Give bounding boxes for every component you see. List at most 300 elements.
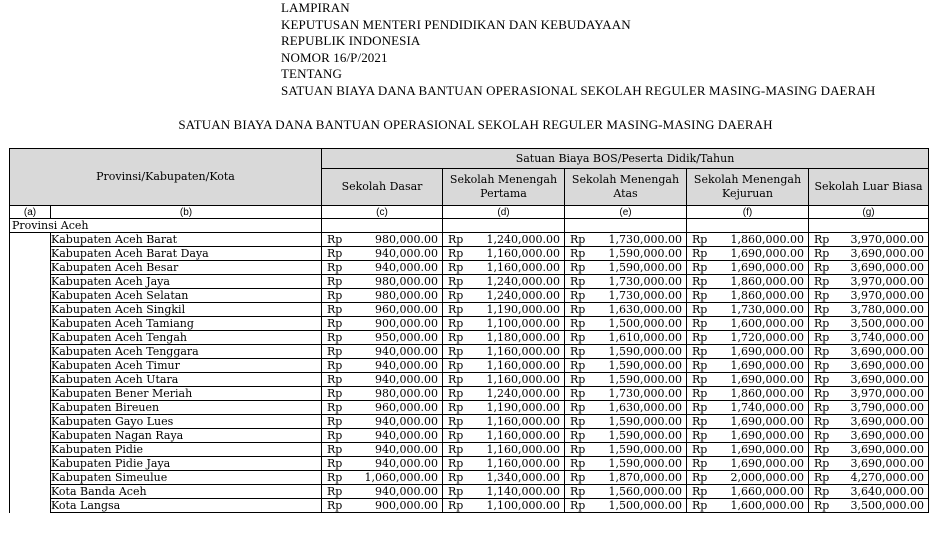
currency-label: Rp	[448, 456, 464, 470]
cost-value: 1,590,000.00	[608, 372, 682, 386]
currency-label: Rp	[448, 232, 464, 246]
row-index-cell	[10, 443, 51, 457]
cost-cell	[687, 443, 809, 457]
currency-label: Rp	[448, 260, 464, 274]
cost-cell	[809, 261, 929, 275]
header-line: TENTANG	[281, 66, 343, 82]
cost-cell	[809, 247, 929, 261]
cost-cell	[322, 247, 443, 261]
cost-cell	[443, 471, 565, 485]
cost-value: 900,000.00	[375, 498, 438, 512]
row-index-cell	[10, 485, 51, 499]
column-header-slb: Sekolah Luar Biasa	[809, 169, 929, 206]
cost-cell	[687, 233, 809, 247]
currency-label: Rp	[814, 302, 830, 316]
cost-value: 1,630,000.00	[608, 302, 682, 316]
cost-value: 1,160,000.00	[486, 358, 560, 372]
cost-value: 1,060,000.00	[364, 470, 438, 484]
region-name: Kabupaten Aceh Barat Daya	[51, 247, 322, 261]
row-index-cell	[10, 331, 51, 345]
currency-label: Rp	[570, 246, 586, 260]
cost-cell	[565, 345, 687, 359]
currency-label: Rp	[448, 246, 464, 260]
currency-label: Rp	[448, 372, 464, 386]
currency-label: Rp	[570, 288, 586, 302]
cost-value: 940,000.00	[375, 442, 438, 456]
cost-cell	[565, 443, 687, 457]
cost-cell	[687, 345, 809, 359]
currency-label: Rp	[327, 260, 343, 274]
cost-cell	[809, 387, 929, 401]
cost-value: 1,240,000.00	[486, 232, 560, 246]
table-row	[10, 401, 929, 415]
cost-cell	[443, 275, 565, 289]
currency-label: Rp	[814, 288, 830, 302]
currency-label: Rp	[448, 400, 464, 414]
cost-value: 1,160,000.00	[486, 260, 560, 274]
cost-cell	[565, 485, 687, 499]
currency-label: Rp	[327, 414, 343, 428]
cost-cell	[687, 373, 809, 387]
cost-cell	[687, 303, 809, 317]
cost-value: 1,590,000.00	[608, 358, 682, 372]
currency-label: Rp	[448, 442, 464, 456]
cost-value: 3,690,000.00	[850, 358, 924, 372]
table-row	[10, 331, 929, 345]
row-index-cell	[10, 499, 51, 513]
currency-label: Rp	[570, 498, 586, 512]
row-index-cell	[10, 261, 51, 275]
currency-label: Rp	[570, 344, 586, 358]
cost-value: 1,340,000.00	[486, 470, 560, 484]
cost-value: 940,000.00	[375, 484, 438, 498]
cost-cell	[322, 317, 443, 331]
currency-label: Rp	[814, 470, 830, 484]
currency-label: Rp	[692, 260, 708, 274]
currency-label: Rp	[570, 302, 586, 316]
province-name: Provinsi Aceh	[10, 219, 322, 233]
cost-value: 1,630,000.00	[608, 400, 682, 414]
currency-label: Rp	[570, 484, 586, 498]
cost-cell	[809, 485, 929, 499]
cost-cell	[565, 457, 687, 471]
cost-cell	[443, 429, 565, 443]
currency-label: Rp	[692, 470, 708, 484]
cost-cell	[443, 359, 565, 373]
cost-cell	[443, 387, 565, 401]
currency-label: Rp	[570, 386, 586, 400]
cost-cell	[687, 317, 809, 331]
cost-cell	[322, 485, 443, 499]
row-index-cell	[10, 289, 51, 303]
region-name: Kabupaten Aceh Timur	[51, 359, 322, 373]
cost-value: 940,000.00	[375, 456, 438, 470]
cost-cell	[565, 331, 687, 345]
region-name: Kota Banda Aceh	[51, 485, 322, 499]
table-row	[10, 317, 929, 331]
cost-value: 1,730,000.00	[608, 288, 682, 302]
currency-label: Rp	[448, 414, 464, 428]
cost-cell	[687, 289, 809, 303]
currency-label: Rp	[327, 316, 343, 330]
cost-cell	[322, 373, 443, 387]
cost-value: 3,690,000.00	[850, 372, 924, 386]
cost-cell	[809, 317, 929, 331]
cost-value: 3,970,000.00	[850, 274, 924, 288]
cost-value: 1,590,000.00	[608, 456, 682, 470]
column-letter: (c)	[322, 206, 443, 219]
table-row	[10, 303, 929, 317]
cost-cell	[443, 247, 565, 261]
table-row	[10, 261, 929, 275]
row-index-cell	[10, 345, 51, 359]
cost-cell	[565, 415, 687, 429]
row-index-cell	[10, 429, 51, 443]
cost-cell	[687, 499, 809, 513]
currency-label: Rp	[814, 246, 830, 260]
currency-label: Rp	[570, 470, 586, 484]
currency-label: Rp	[570, 428, 586, 442]
currency-label: Rp	[814, 442, 830, 456]
cost-value: 1,860,000.00	[730, 232, 804, 246]
cost-cell	[687, 429, 809, 443]
currency-label: Rp	[814, 232, 830, 246]
cost-cell	[443, 317, 565, 331]
row-index-cell	[10, 457, 51, 471]
cost-cell	[809, 401, 929, 415]
cost-value: 1,160,000.00	[486, 414, 560, 428]
currency-label: Rp	[692, 498, 708, 512]
cost-cell	[565, 429, 687, 443]
cost-value: 1,740,000.00	[730, 400, 804, 414]
row-index-cell	[10, 471, 51, 485]
cost-cell	[565, 261, 687, 275]
table-row	[10, 387, 929, 401]
cost-value: 1,870,000.00	[608, 470, 682, 484]
currency-label: Rp	[327, 372, 343, 386]
cost-cell	[687, 275, 809, 289]
cost-cell	[322, 387, 443, 401]
currency-label: Rp	[570, 358, 586, 372]
cost-cell	[687, 387, 809, 401]
cost-value: 1,560,000.00	[608, 484, 682, 498]
cost-value: 940,000.00	[375, 344, 438, 358]
cost-value: 1,180,000.00	[486, 330, 560, 344]
column-letter: (f)	[687, 206, 809, 219]
cost-cell	[443, 415, 565, 429]
currency-label: Rp	[448, 428, 464, 442]
row-index-cell	[10, 359, 51, 373]
currency-label: Rp	[814, 484, 830, 498]
currency-label: Rp	[570, 330, 586, 344]
currency-label: Rp	[814, 400, 830, 414]
cost-cell	[443, 289, 565, 303]
region-name: Kabupaten Pidie	[51, 443, 322, 457]
currency-label: Rp	[814, 344, 830, 358]
cost-value: 1,190,000.00	[486, 400, 560, 414]
currency-label: Rp	[692, 428, 708, 442]
cost-value: 940,000.00	[375, 372, 438, 386]
cost-value: 1,690,000.00	[730, 358, 804, 372]
currency-label: Rp	[692, 400, 708, 414]
cost-value: 1,690,000.00	[730, 442, 804, 456]
cost-cell	[322, 471, 443, 485]
cost-cell	[809, 415, 929, 429]
cost-cell	[443, 401, 565, 415]
cost-value: 1,690,000.00	[730, 414, 804, 428]
cost-cell	[322, 331, 443, 345]
column-header-smk: Sekolah Menengah Kejuruan	[687, 169, 809, 206]
currency-label: Rp	[448, 316, 464, 330]
currency-label: Rp	[692, 330, 708, 344]
cost-value: 1,600,000.00	[730, 316, 804, 330]
currency-label: Rp	[327, 400, 343, 414]
cost-cell	[565, 387, 687, 401]
cost-value: 3,640,000.00	[850, 484, 924, 498]
cost-cell	[565, 275, 687, 289]
cost-cell	[565, 317, 687, 331]
currency-label: Rp	[692, 288, 708, 302]
cost-cell	[322, 303, 443, 317]
cost-value: 1,730,000.00	[608, 232, 682, 246]
currency-label: Rp	[692, 344, 708, 358]
cost-value: 3,780,000.00	[850, 302, 924, 316]
currency-label: Rp	[448, 358, 464, 372]
currency-label: Rp	[570, 456, 586, 470]
table-row	[10, 471, 929, 485]
currency-label: Rp	[692, 386, 708, 400]
cost-value: 940,000.00	[375, 428, 438, 442]
cost-value: 950,000.00	[375, 330, 438, 344]
region-name: Kabupaten Pidie Jaya	[51, 457, 322, 471]
region-name: Kabupaten Aceh Utara	[51, 373, 322, 387]
currency-label: Rp	[327, 484, 343, 498]
cost-cell	[809, 233, 929, 247]
table-row	[10, 289, 929, 303]
cost-cell	[443, 457, 565, 471]
region-name: Kabupaten Aceh Selatan	[51, 289, 322, 303]
cost-value: 1,860,000.00	[730, 386, 804, 400]
currency-label: Rp	[814, 260, 830, 274]
currency-label: Rp	[448, 288, 464, 302]
cost-value: 940,000.00	[375, 260, 438, 274]
cost-value: 1,160,000.00	[486, 344, 560, 358]
decree-header	[281, 0, 875, 100]
cost-cell	[322, 345, 443, 359]
currency-label: Rp	[327, 442, 343, 456]
cost-cell	[809, 345, 929, 359]
header-line: NOMOR 16/P/2021	[281, 49, 388, 65]
column-letter: (e)	[565, 206, 687, 219]
cost-cell	[443, 303, 565, 317]
cost-value: 1,100,000.00	[486, 316, 560, 330]
currency-label: Rp	[570, 400, 586, 414]
table-row	[10, 499, 929, 513]
header-line: KEPUTUSAN MENTERI PENDIDIKAN DAN KEBUDAYAAN	[281, 16, 631, 32]
cost-value: 1,240,000.00	[486, 386, 560, 400]
currency-label: Rp	[570, 232, 586, 246]
currency-label: Rp	[814, 456, 830, 470]
cost-value: 1,190,000.00	[486, 302, 560, 316]
cost-cell	[443, 443, 565, 457]
column-header-smp: Sekolah Menengah Pertama	[443, 169, 565, 206]
cost-value: 1,730,000.00	[608, 386, 682, 400]
cost-value: 3,690,000.00	[850, 442, 924, 456]
row-index-cell	[10, 233, 51, 247]
cost-value: 1,690,000.00	[730, 260, 804, 274]
cost-cell	[809, 289, 929, 303]
cost-value: 1,160,000.00	[486, 456, 560, 470]
document-title: SATUAN BIAYA DANA BANTUAN OPERASIONAL SEKOLAH REGULER MASING-MASING DAERAH	[178, 117, 773, 132]
cost-cell	[687, 359, 809, 373]
cost-cell	[687, 457, 809, 471]
cost-cell	[809, 471, 929, 485]
currency-label: Rp	[692, 442, 708, 456]
cost-cell	[565, 247, 687, 261]
cost-cell	[443, 499, 565, 513]
cost-cell	[443, 261, 565, 275]
header-line: REPUBLIK INDONESIA	[281, 33, 421, 49]
header-line: LAMPIRAN	[281, 0, 350, 15]
currency-label: Rp	[448, 484, 464, 498]
table-row	[10, 415, 929, 429]
table-row	[10, 275, 929, 289]
column-letter: (d)	[443, 206, 565, 219]
currency-label: Rp	[448, 498, 464, 512]
cost-cell	[687, 247, 809, 261]
cost-value: 3,690,000.00	[850, 246, 924, 260]
region-name: Kabupaten Aceh Jaya	[51, 275, 322, 289]
cost-value: 3,970,000.00	[850, 232, 924, 246]
region-name: Kota Langsa	[51, 499, 322, 513]
currency-label: Rp	[692, 246, 708, 260]
cost-value: 1,160,000.00	[486, 442, 560, 456]
column-letter: (a)	[10, 206, 51, 219]
currency-label: Rp	[692, 274, 708, 288]
cost-cell	[322, 233, 443, 247]
currency-label: Rp	[692, 372, 708, 386]
currency-label: Rp	[692, 358, 708, 372]
currency-label: Rp	[692, 302, 708, 316]
currency-label: Rp	[814, 316, 830, 330]
cost-value: 1,690,000.00	[730, 344, 804, 358]
region-name: Kabupaten Aceh Barat	[51, 233, 322, 247]
table-row	[10, 485, 929, 499]
region-name: Kabupaten Bireuen	[51, 401, 322, 415]
cost-cell	[687, 331, 809, 345]
cost-value: 1,160,000.00	[486, 246, 560, 260]
region-name: Kabupaten Aceh Singkil	[51, 303, 322, 317]
cost-cell	[565, 303, 687, 317]
currency-label: Rp	[570, 316, 586, 330]
cost-value: 1,600,000.00	[730, 498, 804, 512]
currency-label: Rp	[327, 428, 343, 442]
cost-cell	[565, 359, 687, 373]
header-line: SATUAN BIAYA DANA BANTUAN OPERASIONAL SEKOLAH REGULER MASING-MASING DAERAH	[281, 82, 876, 98]
currency-label: Rp	[327, 246, 343, 260]
cost-cell	[322, 429, 443, 443]
cost-value: 960,000.00	[375, 400, 438, 414]
currency-label: Rp	[448, 274, 464, 288]
cost-value: 1,590,000.00	[608, 428, 682, 442]
cost-cell	[322, 499, 443, 513]
cost-cell	[809, 443, 929, 457]
currency-label: Rp	[692, 414, 708, 428]
cost-cell	[443, 233, 565, 247]
row-index-cell	[10, 401, 51, 415]
cost-value: 980,000.00	[375, 274, 438, 288]
cost-cell	[809, 331, 929, 345]
cost-value: 2,000,000.00	[730, 470, 804, 484]
currency-label: Rp	[327, 302, 343, 316]
currency-label: Rp	[327, 274, 343, 288]
currency-label: Rp	[814, 498, 830, 512]
cost-cell	[322, 401, 443, 415]
cost-value: 1,500,000.00	[608, 498, 682, 512]
region-name: Kabupaten Bener Meriah	[51, 387, 322, 401]
row-index-cell	[10, 247, 51, 261]
cost-cell	[687, 485, 809, 499]
currency-label: Rp	[327, 232, 343, 246]
region-name: Kabupaten Simeulue	[51, 471, 322, 485]
row-index-cell	[10, 317, 51, 331]
cost-value: 1,590,000.00	[608, 414, 682, 428]
cost-cell	[322, 443, 443, 457]
currency-label: Rp	[692, 456, 708, 470]
cost-value: 1,500,000.00	[608, 316, 682, 330]
currency-label: Rp	[327, 470, 343, 484]
cost-cell	[809, 457, 929, 471]
cost-value: 1,140,000.00	[486, 484, 560, 498]
cost-cell	[322, 415, 443, 429]
cost-value: 1,100,000.00	[486, 498, 560, 512]
cost-value: 960,000.00	[375, 302, 438, 316]
currency-label: Rp	[327, 358, 343, 372]
cost-cell	[687, 401, 809, 415]
table-row	[10, 443, 929, 457]
row-index-cell	[10, 373, 51, 387]
cost-group-header: Satuan Biaya BOS/Peserta Didik/Tahun	[322, 149, 929, 169]
currency-label: Rp	[448, 344, 464, 358]
cost-value: 1,860,000.00	[730, 274, 804, 288]
currency-label: Rp	[692, 232, 708, 246]
currency-label: Rp	[814, 414, 830, 428]
cost-value: 1,690,000.00	[730, 372, 804, 386]
column-header-sma: Sekolah Menengah Atas	[565, 169, 687, 206]
cost-cell	[565, 289, 687, 303]
cost-value: 3,690,000.00	[850, 414, 924, 428]
table-row	[10, 345, 929, 359]
table-row	[10, 233, 929, 247]
cost-cell	[809, 359, 929, 373]
cost-value: 1,590,000.00	[608, 344, 682, 358]
currency-label: Rp	[570, 372, 586, 386]
cost-value: 1,610,000.00	[608, 330, 682, 344]
cost-value: 3,790,000.00	[850, 400, 924, 414]
row-index-cell	[10, 387, 51, 401]
cost-value: 3,970,000.00	[850, 288, 924, 302]
cost-value: 1,160,000.00	[486, 428, 560, 442]
currency-label: Rp	[692, 316, 708, 330]
table-row	[10, 247, 929, 261]
currency-label: Rp	[327, 456, 343, 470]
cost-value: 940,000.00	[375, 358, 438, 372]
currency-label: Rp	[814, 358, 830, 372]
cost-value: 980,000.00	[375, 386, 438, 400]
cost-cell	[322, 261, 443, 275]
region-name: Kabupaten Gayo Lues	[51, 415, 322, 429]
cost-cell	[809, 499, 929, 513]
